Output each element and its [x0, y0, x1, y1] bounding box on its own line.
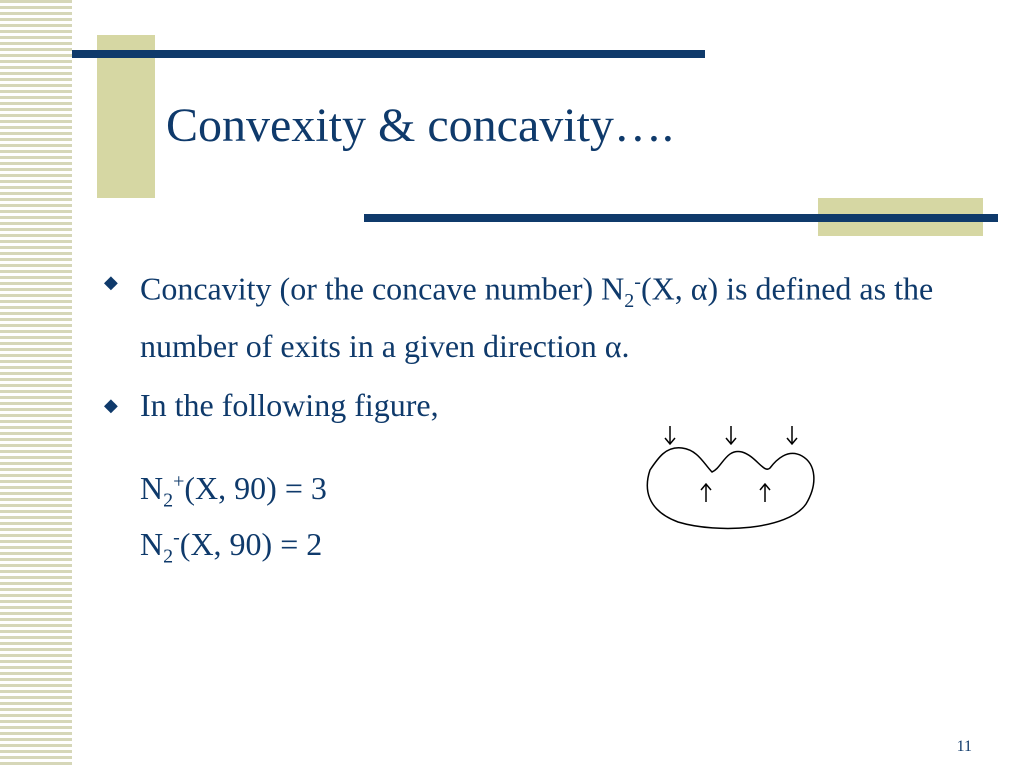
bottom-rule	[364, 214, 998, 222]
left-stripe-decoration	[0, 0, 72, 768]
top-rule	[72, 50, 705, 58]
bullet-item-figure: ◆ In the following figure,	[104, 383, 944, 428]
equation-concavity: $N_2^-(X$, 90) = 2	[140, 526, 323, 568]
bullet-item-concavity: ◆ Concavity (or the concave number) $N_2^-(X$, α) is defined as the number of exits in a given direction α.	[104, 260, 944, 369]
concavity-figure	[638, 418, 828, 536]
diamond-bullet-icon: ◆	[104, 395, 118, 416]
bullet-list	[104, 260, 944, 442]
up-arrow-icon	[760, 484, 770, 502]
slide-title: Convexity & concavity….	[166, 99, 674, 152]
diamond-bullet-icon: ◆	[104, 272, 118, 292]
equation-convexity: $N_2^+(X$, 90) = 3	[140, 470, 327, 512]
down-arrow-icon	[726, 426, 736, 444]
down-arrow-icon	[787, 426, 797, 444]
blob-outline	[647, 448, 814, 529]
up-arrow-icon	[701, 484, 711, 502]
down-arrow-icon	[665, 426, 675, 444]
page-number: 11	[956, 738, 972, 755]
title-accent-block	[97, 35, 155, 198]
